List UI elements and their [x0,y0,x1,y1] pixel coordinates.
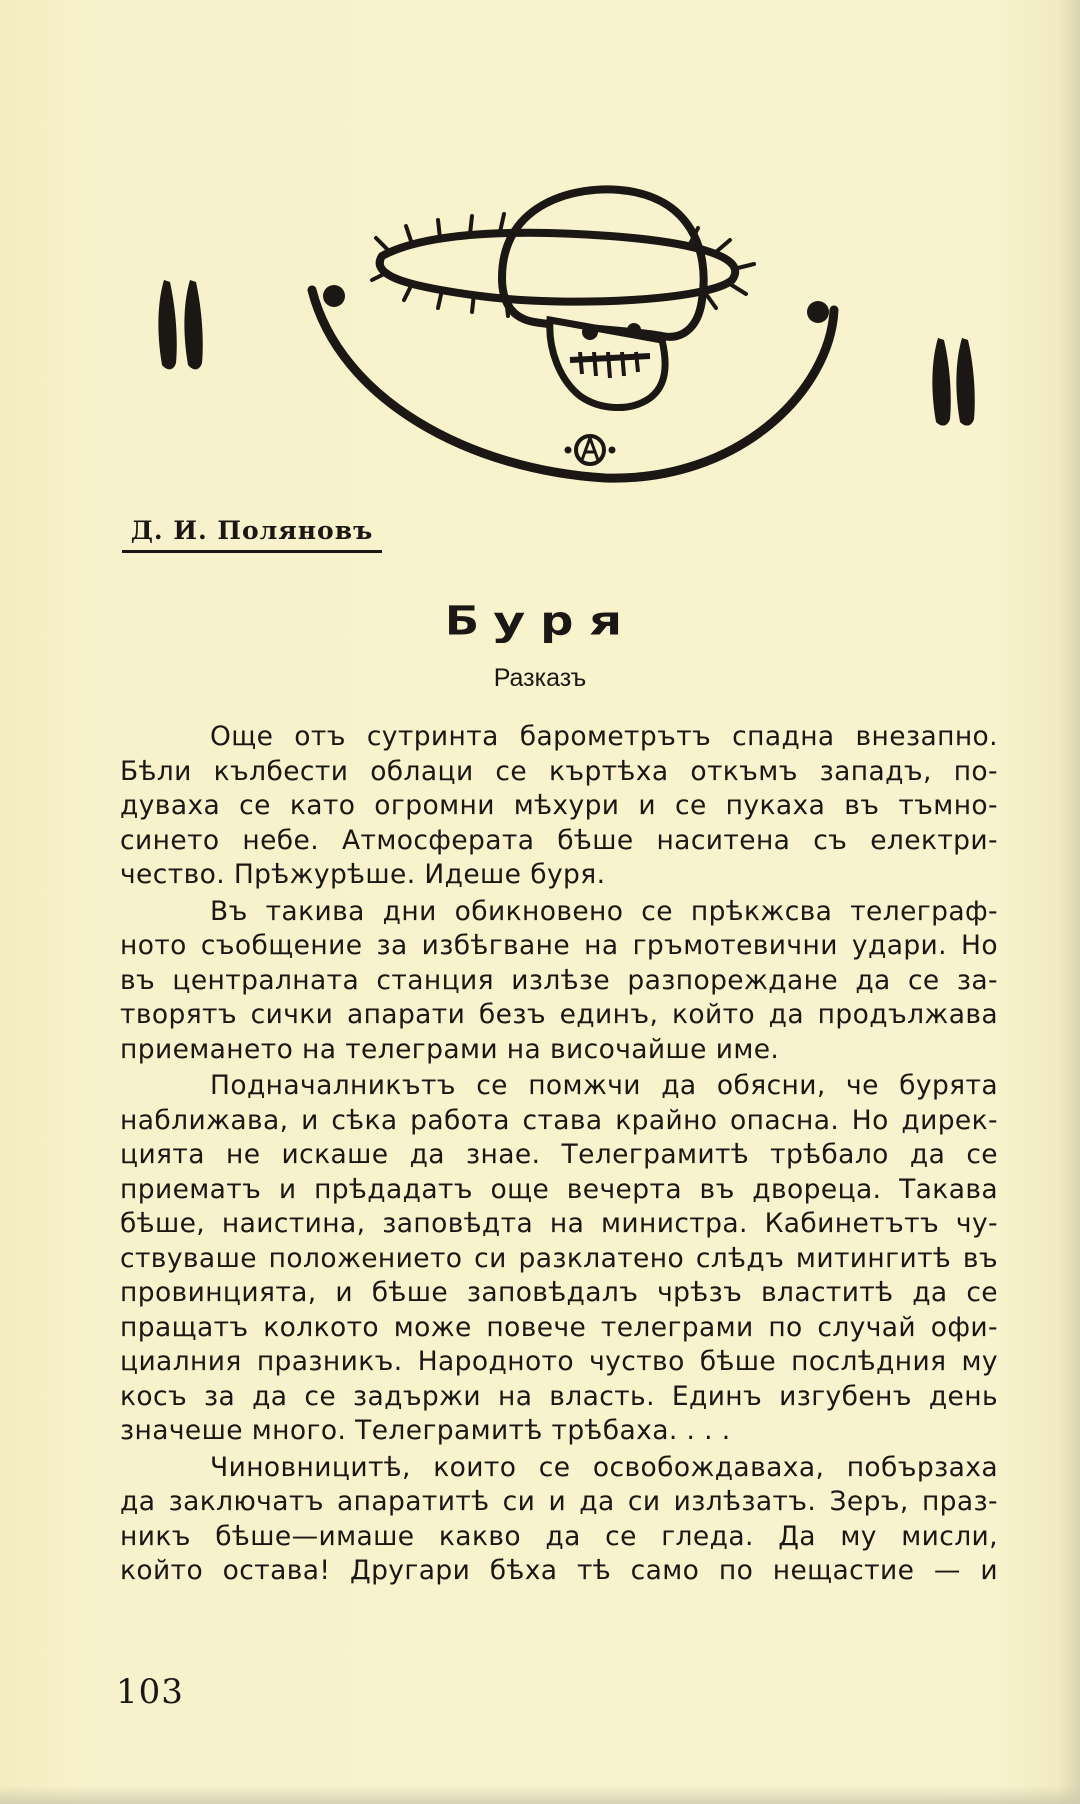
text-line: който остава! Другари бѣха тѣ само по нещастие — и [120,1555,998,1586]
paragraph [120,1451,998,1589]
text-line: Още отъ сутринта барометрътъ спадна внезапно. [210,721,998,752]
right-double-mark [932,338,974,426]
arc-dot-right [807,301,829,323]
paragraph [120,1069,998,1449]
text-line: бѣше, наистина, заповѣдта на министра. Кабинетътъ чу- [120,1208,998,1239]
text-line: провинцията, и бѣше заповѣдалъ чрѣзъ властитѣ да се [120,1277,998,1308]
text-line: дуваха се като огромни мѣхури и се пукаха въ тъмно- [120,790,998,821]
text-line: косъ за да се задържи на власть. Единъ изгубенъ день [120,1380,998,1412]
arc-dot-left [323,285,345,307]
text-line: синето небе. Атмосферата бѣше наситена съ електри- [120,824,998,856]
text-line: наближава, и сѣка работа става крайно опасна. Но дирек- [120,1104,998,1136]
monogram [565,436,616,464]
paragraph [120,895,998,1068]
page-bottom-shadow [0,1786,1080,1804]
text-line: никъ бѣше—имаше какво да се гледа. Да му мисли, [120,1520,998,1552]
text-line: ното съобщение за избѣгване на гръмотевични удари. Но [120,930,998,961]
text-line: въ централната станция излѣзе разпореждане да се за- [120,964,998,996]
headpiece-ornament [150,160,990,500]
story-title: Буря [444,598,636,645]
text-line: творятъ сички апарати безъ единъ, който да продължава [120,999,998,1030]
text-line: ствуваше положението си разклатено слѣдъ митингитѣ въ [120,1242,998,1274]
author-name: Д. И. Поляновъ [122,516,382,553]
text-line: приематъ и прѣдадатъ още вечерта въ двореца. Такава [120,1173,998,1205]
text-line: пращатъ колкото може повече телеграми по случай офи- [120,1311,998,1343]
text-line: Подначалникътъ се помжчи да обясни, че бурята [210,1070,998,1101]
text-line: приемането на телеграми на височайше име. [120,1033,780,1065]
text-line: Бѣли кълбести облаци се къртѣха откъмъ западъ, по- [120,755,998,787]
text-line: значеше много. Телеграмитѣ трѣбаха. . . . [120,1415,731,1446]
text-line: цията не искаше да знае. Телеграмитѣ трѣбало да се [120,1139,998,1170]
page-edge-shadow [1058,0,1080,1804]
paragraph [120,720,998,893]
text-line: чество. Прѣжурѣше. Идеше буря. [120,859,606,890]
story-subtitle: Разказъ [493,664,587,692]
page-number: 103 [116,1672,184,1712]
text-line: Въ такива дни обикновено се прѣкжсва телеграф- [210,895,998,927]
text-line: циалния празникъ. Народното чуство бѣше послѣдния му [120,1346,998,1377]
text-line: да заключатъ апаратитѣ си и да си излѣзатъ. Зеръ, праз- [120,1486,998,1517]
skull-head [502,189,704,336]
left-double-mark [158,280,202,369]
story-body [120,720,998,1589]
text-line: Чиновницитѣ, които се освобождаваха, побързаха [210,1451,998,1483]
